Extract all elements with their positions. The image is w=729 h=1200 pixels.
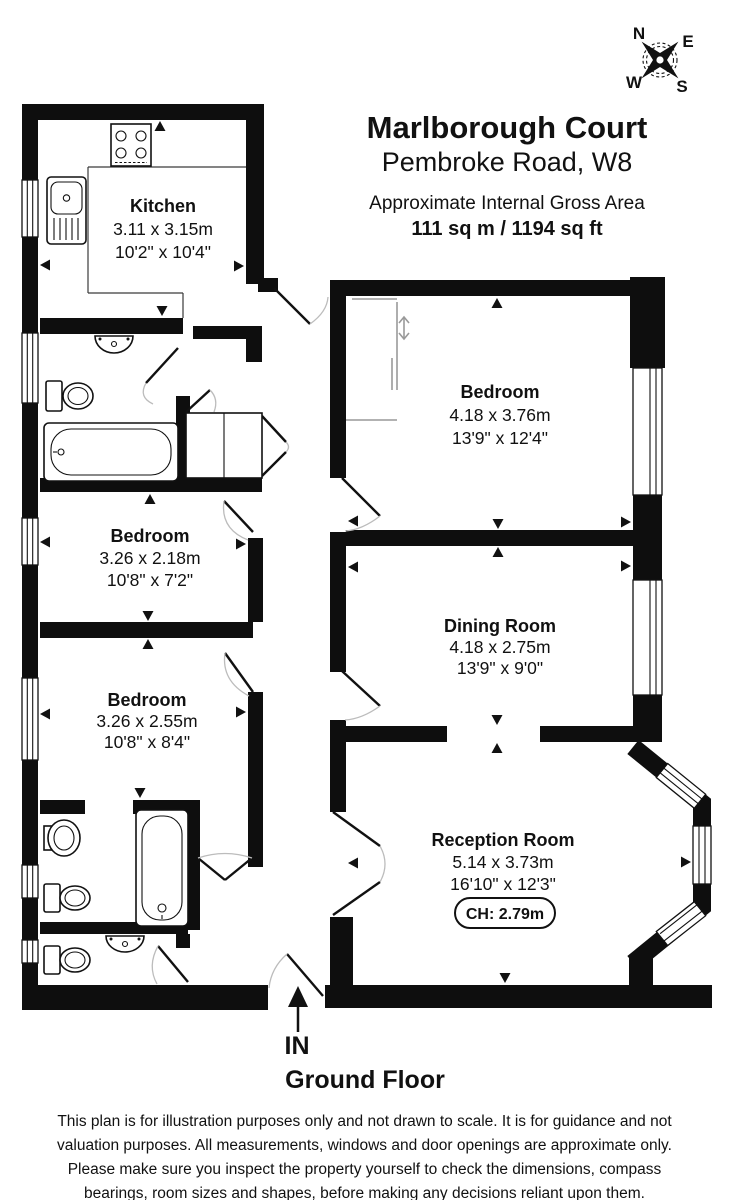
door [152, 946, 188, 984]
measure-arrow [145, 494, 156, 504]
compass-west: W [625, 73, 643, 92]
sliding-arrow-icon [399, 317, 409, 339]
cupboard-icon [186, 413, 262, 478]
floor-name: Ground Floor [285, 1066, 445, 1094]
toilet-icon [44, 946, 90, 974]
window [22, 333, 38, 403]
room-dim-metric: 3.11 x 3.15m [113, 219, 213, 239]
window [22, 940, 38, 963]
room-dim-imperial: 10'2" x 10'4" [115, 242, 211, 262]
measure-arrow [492, 715, 503, 725]
door [333, 812, 385, 915]
room-name: Dining Room [444, 616, 556, 636]
toilet-icon [44, 884, 90, 912]
room-name: Bedroom [110, 526, 190, 546]
measure-arrow [40, 260, 50, 271]
room-label-dining [444, 616, 556, 678]
entrance-arrow-icon [288, 986, 308, 1007]
basin-icon [95, 336, 133, 353]
entrance-marker [285, 986, 310, 1060]
window [633, 580, 662, 695]
room-dim-metric: 3.26 x 2.18m [99, 548, 201, 568]
measure-arrow [135, 788, 146, 798]
area-label: Approximate Internal Gross Area [369, 193, 645, 214]
compass-east: E [682, 32, 694, 51]
ceiling-height-badge [455, 898, 555, 928]
compass-north: N [632, 24, 646, 43]
measure-arrow [40, 537, 50, 548]
area-value: 111 sq m / 1194 sq ft [411, 218, 603, 240]
room-name: Kitchen [129, 196, 197, 216]
hob-icon [111, 124, 151, 166]
door [186, 390, 216, 412]
sink-icon [47, 177, 86, 244]
measure-arrow [348, 562, 358, 573]
door [342, 478, 380, 531]
page-subtitle: Pembroke Road, W8 [381, 147, 633, 177]
ceiling-height-value: CH: 2.79m [465, 906, 545, 923]
measure-arrow [234, 261, 244, 272]
room-name: Bedroom [107, 690, 187, 710]
door [342, 671, 380, 720]
room-dim-metric: 5.14 x 3.73m [452, 852, 554, 872]
measure-arrow [681, 857, 691, 868]
measure-arrow [157, 306, 168, 316]
measure-arrow [40, 709, 50, 720]
window [22, 678, 38, 760]
measure-arrow [621, 561, 631, 572]
room-label-bedroom-main [449, 382, 550, 448]
measure-arrow [493, 547, 504, 557]
room-label-reception [431, 830, 574, 928]
room-dim-imperial: 16'10" x 12'3" [450, 874, 556, 894]
page-title: Marlborough Court [366, 110, 648, 145]
door [143, 348, 178, 404]
window [22, 518, 38, 565]
bay-window [656, 764, 711, 946]
basin-icon [106, 936, 144, 952]
room-dim-imperial: 10'8" x 7'2" [106, 570, 194, 590]
door [198, 854, 252, 881]
door [225, 653, 254, 696]
room-dim-imperial: 10'8" x 8'4" [103, 732, 191, 752]
room-dim-metric: 4.18 x 3.76m [449, 405, 551, 425]
measure-arrow [492, 298, 503, 308]
toilet-icon [46, 381, 93, 411]
room-label-bedroom-lower [96, 690, 197, 752]
compass-south: S [676, 77, 688, 96]
measure-arrow [236, 707, 246, 718]
entrance-label: IN [284, 1032, 310, 1060]
bathtub-icon [136, 810, 188, 926]
wardrobe-icon [346, 299, 409, 420]
room-label-kitchen [113, 196, 213, 262]
measure-arrow [348, 858, 358, 869]
door [274, 288, 328, 324]
measure-arrow [236, 539, 246, 550]
measure-arrow [143, 611, 154, 621]
window [22, 180, 38, 237]
measure-arrow [621, 517, 631, 528]
measure-arrow [348, 516, 358, 527]
measure-arrow [155, 121, 166, 131]
room-dim-imperial: 13'9" x 9'0" [456, 658, 544, 678]
compass-icon [626, 24, 694, 96]
room-dim-imperial: 13'9" x 12'4" [452, 428, 548, 448]
door [262, 416, 289, 476]
measure-arrow [143, 639, 154, 649]
room-dim-metric: 3.26 x 2.55m [96, 711, 198, 731]
bathtub-icon [44, 423, 178, 481]
measure-arrow [493, 519, 504, 529]
measure-arrow [500, 973, 511, 983]
room-name: Bedroom [460, 382, 540, 402]
window [22, 865, 38, 898]
room-label-bedroom-middle [99, 526, 200, 590]
door [224, 501, 254, 540]
window [633, 368, 662, 495]
measure-arrow [492, 743, 503, 753]
room-name: Reception Room [431, 830, 575, 850]
door [269, 954, 323, 996]
disclaimer-text: This plan is for illustration purposes only and not drawn to scale. It is for guidance and not valuation purposes. All measurements, windows and door openings are approximate only. Please make sure you inspect the property yourself to check the dimensions, compass bearings, room sizes and shapes, before making any decisions reliant upon them. [57, 1113, 672, 1200]
basin-icon [44, 820, 80, 856]
room-dim-metric: 4.18 x 2.75m [449, 637, 551, 657]
